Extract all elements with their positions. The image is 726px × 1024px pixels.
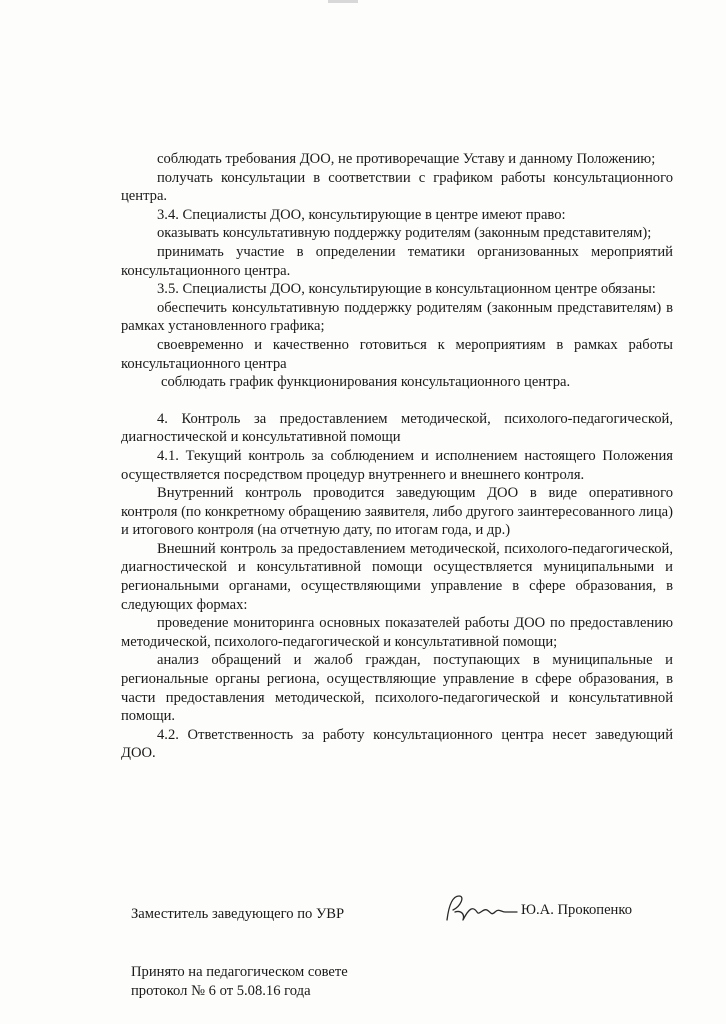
handwritten-signature bbox=[439, 890, 529, 930]
scan-artifact bbox=[328, 0, 358, 3]
paragraph: соблюдать требования ДОО, не противоречащие Уставу и данному Положению; bbox=[157, 151, 656, 167]
protocol-line: протокол № 6 от 5.08.16 года bbox=[131, 983, 311, 999]
paragraph: получать консультации в соответствии с графиком работы консультационного центра. bbox=[121, 169, 673, 205]
paragraph: соблюдать график функционирования консультационного центра. bbox=[161, 374, 571, 391]
approval-line: Принято на педагогическом совете bbox=[131, 964, 348, 980]
paragraph: 4.2. Ответственность за работу консультационного центра несет заведующий ДОО. bbox=[121, 726, 673, 762]
spacer bbox=[121, 392, 673, 410]
paragraph: своевременно и качественно готовиться к мероприятиям в рамках работы консультационного центра bbox=[121, 336, 673, 372]
paragraph: Внешний контроль за предоставлением методической, психолого-педагогической, диагностической и консультативной помощи осуществляется муниципальными и региональными органами, осуществляющими управление в сфере образования, в следующих формах: bbox=[121, 540, 673, 613]
document-body bbox=[121, 150, 673, 763]
section-heading: 3.4. Специалисты ДОО, консультирующие в центре имеют право: bbox=[157, 206, 566, 223]
paragraph: проведение мониторинга основных показателей работы ДОО по предоставлению методической, психолого-педагогической и консультативной помощи; bbox=[121, 615, 673, 650]
signer-position: Заместитель заведующего по УВР bbox=[131, 906, 345, 922]
section-heading: 3.5. Специалисты ДОО, консультирующие в консультационном центре обязаны: bbox=[157, 281, 656, 298]
paragraph: оказывать консультативную поддержку родителям (законным представителям); bbox=[157, 225, 652, 242]
signer-name: Ю.А. Прокопенко bbox=[521, 902, 633, 918]
paragraph: Внутренний контроль проводится заведующим ДОО в виде оперативного контроля (по конкретному обращению заявителя, либо другого заинтересованного лица) и итогового контроля (на отчетную дату, по итогам года, и др.) bbox=[121, 485, 673, 539]
paragraph: 4.1. Текущий контроль за соблюдением и исполнением настоящего Положения осуществляется посредством процедур внутреннего и внешнего контроля. bbox=[121, 447, 673, 483]
section-title: 4. Контроль за предоставлением методической, психолого-педагогической, диагностической и консультативной помощи bbox=[121, 410, 673, 446]
signature-block bbox=[131, 900, 661, 930]
paragraph: анализ обращений и жалоб граждан, поступающих в муниципальные и региональные органы региона, осуществляющие управление в сфере образования, в части предоставления методической, психолого-педагогической и консультативной помощи. bbox=[121, 652, 673, 725]
paragraph: принимать участие в определении тематики организованных мероприятий консультационного центра. bbox=[121, 243, 673, 279]
approval-note bbox=[131, 963, 348, 1001]
paragraph: обеспечить консультативную поддержку родителям (законным представителям) в рамках установленного графика; bbox=[121, 299, 673, 335]
